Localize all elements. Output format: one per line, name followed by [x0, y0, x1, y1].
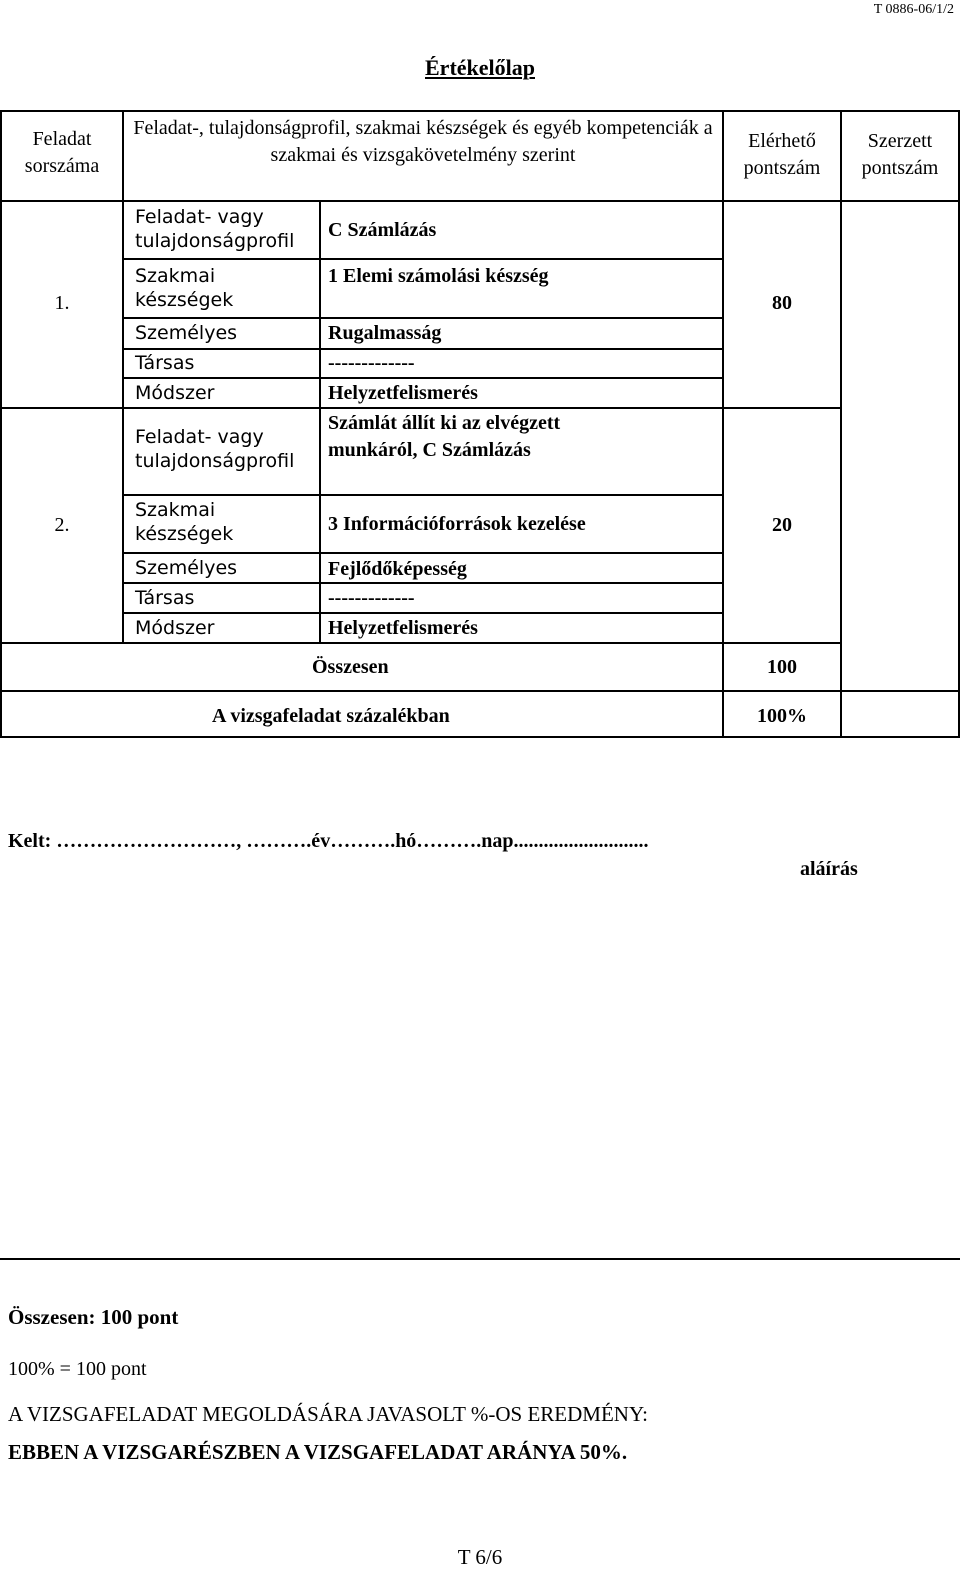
col-divider	[722, 112, 724, 738]
row-divider	[124, 317, 722, 319]
col-divider	[319, 202, 321, 642]
row-value: Számlát állít ki az elvégzett munkáról, C Számlázás	[328, 412, 561, 461]
row-value: Helyzetfelismerés	[328, 617, 478, 639]
row-divider	[2, 200, 958, 202]
row-value: 1 Elemi számolási készség	[328, 265, 549, 287]
task-points: 80	[772, 292, 792, 314]
row-value: Fejlődőképesség	[328, 558, 467, 580]
row-label: Személyes	[135, 322, 238, 344]
row-divider	[2, 407, 840, 409]
row-label: Társas	[135, 352, 195, 374]
row-divider	[124, 552, 722, 554]
row-label: Módszer	[135, 382, 215, 404]
task-number: 2.	[54, 514, 70, 536]
col-divider	[840, 112, 842, 738]
row-label: Feladat- vagy tulajdonságprofil	[135, 426, 295, 472]
percent-equals: 100% = 100 pont	[8, 1358, 147, 1380]
task-ratio: EBBEN A VIZSGARÉSZBEN A VIZSGAFELADAT ARÁNYA 50%.	[8, 1440, 628, 1464]
row-label: Feladat- vagy tulajdonságprofil	[135, 206, 295, 252]
header-task-number: Feladat sorszáma	[24, 128, 100, 177]
row-value: Helyzetfelismerés	[328, 382, 478, 404]
task-number: 1.	[54, 292, 70, 314]
row-value: C Számlázás	[328, 219, 437, 241]
footer-divider	[0, 1258, 960, 1260]
date-line: Kelt: ………………………, ……….év……….hó……….nap...........................	[8, 830, 649, 852]
percent-value: 100%	[757, 705, 807, 727]
task-points: 20	[772, 514, 792, 536]
row-divider	[124, 494, 722, 496]
page-number: T 6/6	[457, 1545, 503, 1569]
row-value: Rugalmasság	[328, 322, 442, 344]
row-label: Személyes	[135, 557, 238, 579]
recommended-result: A VIZSGAFELADAT MEGOLDÁSÁRA JAVASOLT %-OS EREDMÉNY:	[8, 1402, 649, 1426]
row-divider	[2, 642, 840, 644]
row-label: Társas	[135, 587, 195, 609]
page-title: Értékelőlap	[425, 55, 535, 80]
row-divider	[2, 690, 958, 692]
row-value: -------------	[328, 587, 415, 609]
row-label: Módszer	[135, 617, 215, 639]
row-label: Szakmai készségek	[135, 499, 234, 545]
row-divider	[124, 612, 722, 614]
row-divider	[124, 258, 722, 260]
signature-label: aláírás	[800, 858, 858, 880]
percent-label: A vizsgafeladat százalékban	[212, 705, 450, 727]
evaluation-table	[0, 110, 960, 738]
row-divider	[124, 377, 722, 379]
row-value: 3 Információforrások kezelése	[328, 513, 586, 535]
document-code: T 0886-06/1/2	[873, 2, 954, 17]
sum-value: 100	[767, 656, 797, 678]
total-points: Összesen: 100 pont	[8, 1305, 179, 1329]
row-label: Szakmai készségek	[135, 265, 234, 311]
sum-label: Összesen	[312, 656, 389, 678]
header-profile: Feladat-, tulajdonságprofil, szakmai készségek és egyéb kompetenciák a szakmai és vizsgakövetelmény szerint	[133, 117, 713, 166]
header-available-points: Elérhető pontszám	[743, 130, 821, 179]
header-earned-points: Szerzett pontszám	[861, 130, 939, 179]
row-value: -------------	[328, 352, 415, 374]
